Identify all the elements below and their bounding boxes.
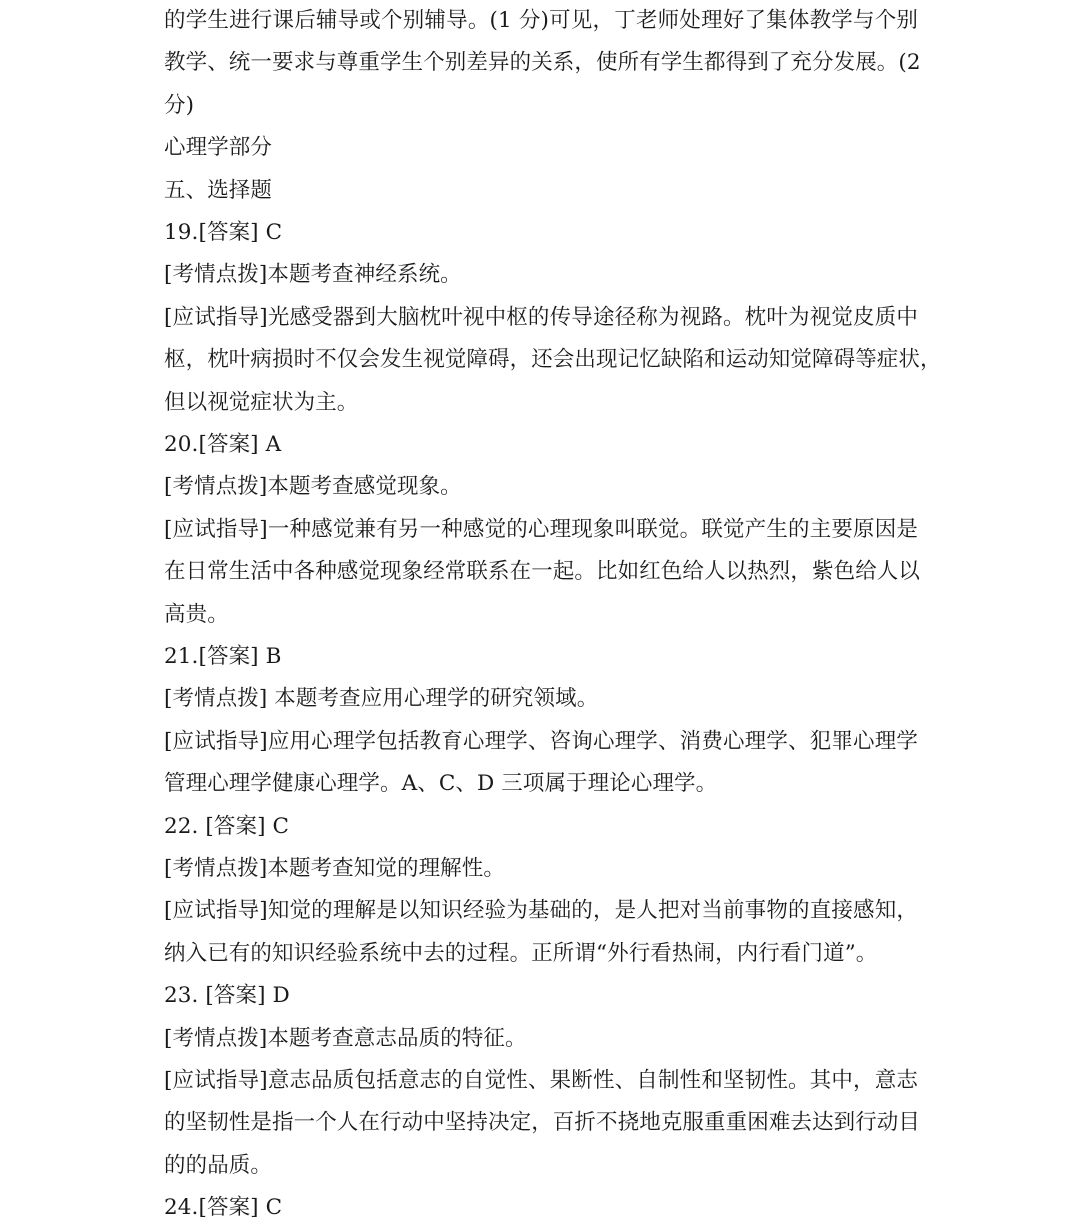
text-line: [应试指导]意志品质包括意志的自觉性、果断性、自制性和坚韧性。其中，意志 [164,1068,918,1093]
text-line: [应试指导]应用心理学包括教育心理学、咨询心理学、消费心理学、犯罪心理学 [164,728,918,754]
text-line: 的的品质。 [164,1152,273,1178]
text-line: [考情点拨] 本题考查应用心理学的研究领域。 [164,686,599,712]
text-line: 21.[答案] B [164,644,282,669]
text-line: 19.[答案] C [164,220,283,245]
text-line: 20.[答案] A [164,432,282,457]
text-line: 23. [答案] D [164,983,290,1009]
text-line: 教学、统一要求与尊重学生个别差异的关系，使所有学生都得到了充分发展。(2 [164,50,921,76]
text-line: 管理心理学健康心理学。A、C、D 三项属于理论心理学。 [164,771,718,797]
text-line: [考情点拨]本题考查感觉现象。 [164,474,462,500]
text-line: [应试指导]一种感觉兼有另一种感觉的心理现象叫联觉。联觉产生的主要原因是 [164,516,918,542]
text-line: 心理学部分 [164,135,273,161]
text-line: [考情点拨]本题考查知觉的理解性。 [164,856,505,881]
text-line: 的学生进行课后辅导或个别辅导。(1 分)可见，丁老师处理好了集体教学与个别 [164,8,918,33]
text-line: 枢，枕叶病损时不仅会发生视觉障碍，还会出现记忆缺陷和运动知觉障碍等症状， [164,347,942,373]
text-line: [应试指导]光感受器到大脑枕叶视中枢的传导途径称为视路。枕叶为视觉皮质中 [164,304,918,330]
text-line: 纳入已有的知识经验系统中去的过程。正所谓“外行看热闹，内行看门道”。 [164,940,878,966]
text-line: 五、选择题 [164,177,273,203]
text-line: [考情点拨]本题考查意志品质的特征。 [164,1025,527,1051]
text-line: [考情点拨]本题考查神经系统。 [164,262,462,288]
text-line: 但以视觉症状为主。 [164,389,359,415]
text-line: 高贵。 [164,601,229,627]
text-line: 分) [164,92,195,118]
text-line: 在日常生活中各种感觉现象经常联系在一起。比如红色给人以热烈，紫色给人以 [164,559,921,585]
text-line: [应试指导]知觉的理解是以知识经验为基础的，是人把对当前事物的直接感知， [164,898,918,924]
text-line: 22. [答案] C [164,813,290,839]
text-line: 的坚韧性是指一个人在行动中坚持决定，百折不挠地克服重重困难去达到行动目 [164,1110,921,1136]
text-line: 24.[答案] C [164,1195,283,1221]
